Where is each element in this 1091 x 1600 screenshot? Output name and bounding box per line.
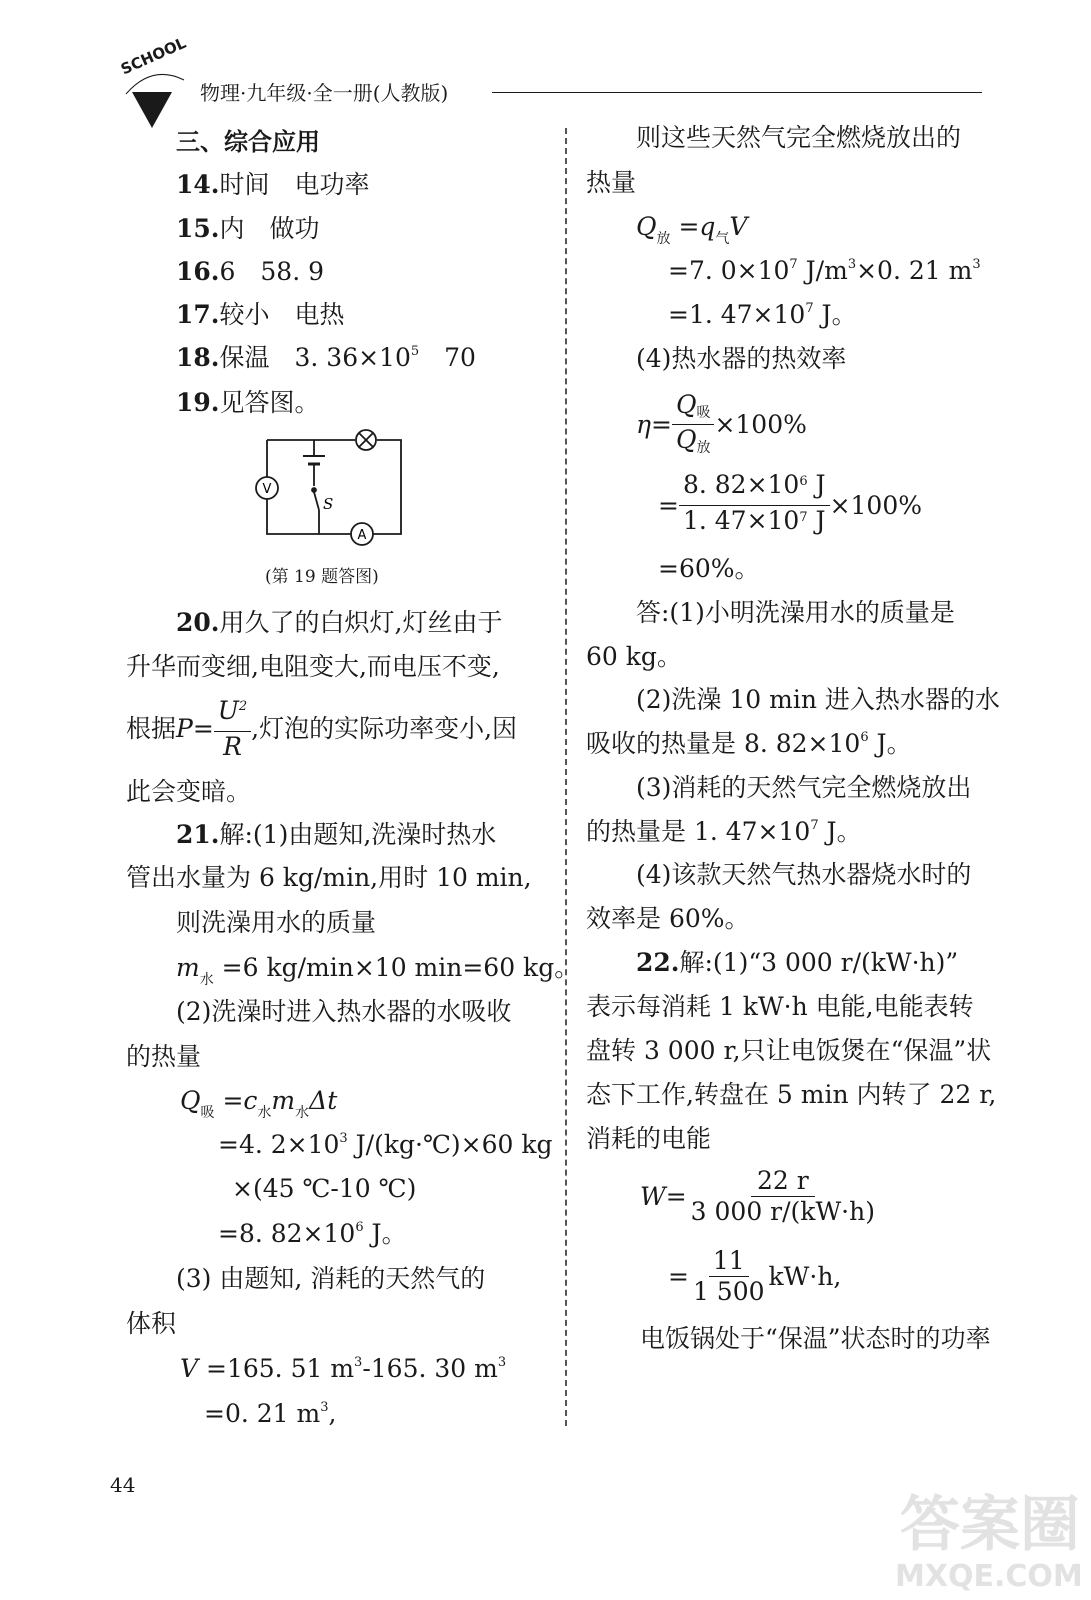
section-title: 三、综合应用: [176, 128, 320, 156]
r-combustion-formula: $Q_放 =q_气V$: [636, 212, 748, 247]
circuit-diagram: [255, 428, 415, 548]
answer-17: 17.较小 电热: [176, 300, 345, 329]
q21-line5: (2)洗澡时进入热水器的水吸收: [176, 997, 512, 1026]
q20-line4: 此会变暗。: [126, 777, 252, 806]
q21-heat-step1: =4. $2\times 10^3$ J/(kg·℃)×60 kg: [218, 1130, 553, 1159]
watermark-logo: 答案圈: [900, 1490, 1080, 1560]
q21-line2: 管出水量为 6 kg/min,用时 10 min,: [126, 863, 532, 892]
q21-heat-step2: ×(45 ℃-10 ℃): [232, 1174, 417, 1203]
answer-18: 18.保温 3. $36\times 10^5$ 70: [176, 343, 476, 372]
r-combustion-result: =1. $47\times 10^7$ J。: [668, 300, 857, 329]
r-answer-1: 答:(1)小明洗澡用水的质量是: [636, 598, 955, 627]
r-answer-6: 的热量是 1. $47\times 10^7$ J。: [586, 817, 862, 846]
page-number: 44: [110, 1473, 136, 1497]
r-line1: 则这些天然气完全燃烧放出的: [636, 123, 962, 152]
r-answer-7: (4)该款天然气热水器烧水时的: [636, 860, 972, 889]
r-answer-2: 60 kg。: [586, 642, 682, 671]
q21-line6: 的热量: [126, 1042, 202, 1071]
q21-volume-eq: V =165. 51 $m^3-165$. 30 $m^3$: [180, 1354, 507, 1383]
q21-heat-formula: $Q_吸 =c_水m_水\Delta t$: [180, 1086, 338, 1121]
q21-volume-result: =0. 21 $m^3$,: [204, 1399, 337, 1428]
q20-line3: 根据 P = $\frac{U^2}{R}$ ,灯泡的实际功率变小,因: [126, 696, 518, 761]
r-efficiency-formula: η = $\frac{\text{Q吸}}{\text{Q放}}$ ×100%: [636, 390, 807, 456]
q22-line4: 态下工作,转盘在 5 min 内转了 22 r,: [586, 1080, 997, 1109]
watermark-url: MXQE.COM: [895, 1559, 1083, 1594]
answer-16: 16.6 58. 9: [176, 257, 325, 286]
book-title: 物理·九年级·全一册(人教版): [200, 81, 449, 105]
q20-line1: 20.用久了的白炽灯,灯丝由于: [176, 608, 503, 637]
r-combustion-step: =7. $0\times 10^7$ $J/m^3\times 0$. 21 $m^3$: [668, 256, 981, 285]
svg-text:S: S: [323, 495, 334, 513]
q22-line5: 消耗的电能: [586, 1124, 712, 1153]
q22-energy-result: = $\frac{11}{1 500}$ kW·h,: [668, 1246, 842, 1306]
header-rule: [492, 92, 982, 93]
answer-14: 14.时间 电功率: [176, 170, 370, 199]
q21-line3: 则洗澡用水的质量: [176, 908, 377, 937]
school-logo-text: SCHOOL: [118, 33, 189, 79]
switch-icon: [314, 492, 319, 510]
q22-energy-formula: W = $\frac{22 r}{3 000 r/(kW\cdot h)}$: [640, 1166, 875, 1226]
r-efficiency-step: = $\frac{8. 82\times 10^6 J}{1. 47\times 10^7 J}$ ×100%: [658, 470, 922, 535]
r-line6: (4)热水器的热效率: [636, 344, 847, 373]
r-efficiency-result: =60%。: [658, 554, 760, 583]
r-line2: 热量: [586, 168, 637, 197]
svg-text:A: A: [357, 528, 367, 543]
answer-19: 19.见答图。: [176, 388, 320, 417]
q20-line2: 升华而变细,电阻变大,而电压不变,: [126, 652, 500, 681]
r-answer-8: 效率是 60%。: [586, 904, 750, 933]
r-answer-4: 吸收的热量是 8. $82\times 10^6$ J。: [586, 729, 912, 758]
q21-heat-result: =8. $82\times 10^6$ J。: [218, 1219, 407, 1248]
q21-mass-eq: $m_水 =6$ kg/min×10 min=60 kg。: [176, 953, 580, 988]
r-answer-3: (2)洗澡 10 min 进入热水器的水: [636, 685, 1000, 714]
q21-line11: (3) 由题知, 消耗的天然气的: [176, 1264, 486, 1293]
q21-line1: 21.解:(1)由题知,洗澡时热水: [176, 820, 497, 849]
svg-text:V: V: [262, 482, 272, 497]
circuit-caption: (第 19 题答图): [265, 567, 379, 587]
answer-15: 15.内 做功: [176, 214, 320, 243]
r-answer-5: (3)消耗的天然气完全燃烧放出: [636, 773, 972, 802]
column-divider: [565, 128, 567, 1426]
q22-last-line: 电饭锅处于“保温”状态时的功率: [640, 1324, 991, 1353]
q22-line2: 表示每消耗 1 kW·h 电能,电能表转: [586, 992, 974, 1021]
q22-line1: 22.解:(1)“3 000 r/(kW·h)”: [636, 948, 959, 977]
q21-line12: 体积: [126, 1309, 177, 1338]
q22-line3: 盘转 3 000 r,只让电饭煲在“保温”状: [586, 1036, 992, 1065]
